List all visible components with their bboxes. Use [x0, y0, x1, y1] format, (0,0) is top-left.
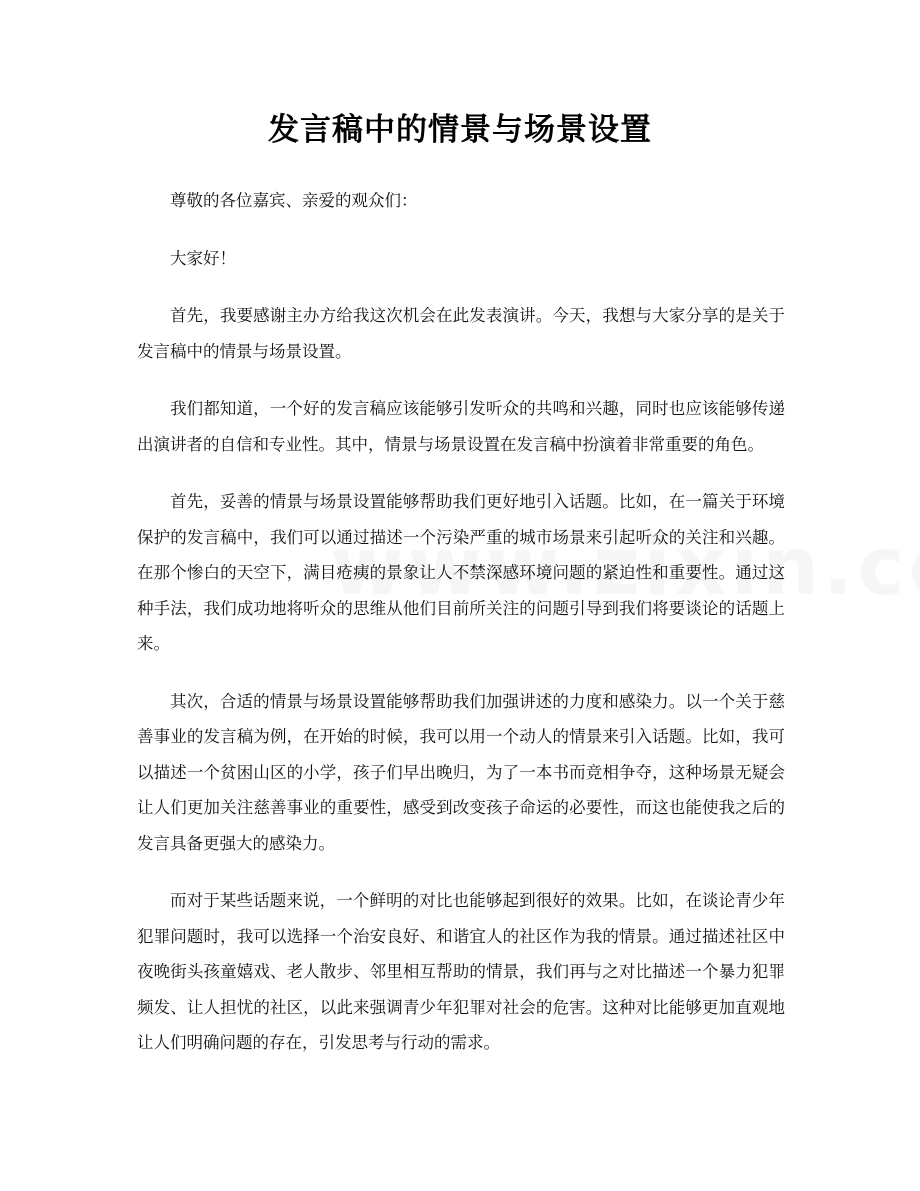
document-body — [137, 183, 785, 1083]
document-title: 发言稿中的情景与场景设置 — [268, 112, 652, 148]
paragraph-contrast: 而对于某些话题来说，一个鲜明的对比也能够起到很好的效果。比如，在谈论青少年犯罪问题时，我可以选择一个治安良好、和谐宜人的社区作为我的情景。通过描述社区中夜晚街头孩童嬉戏、老人散步、邻里相互帮助的情景，我们再与之对比描述一个暴力犯罪频发、让人担忧的社区，以此来强调青少年犯罪对社会的危害。这种对比能够更加直观地让人们明确问题的存在，引发思考与行动的需求。 — [137, 891, 785, 1052]
paragraph-greeting: 大家好！ — [170, 248, 236, 268]
paragraph-first-point: 首先，妥善的情景与场景设置能够帮助我们更好地引入话题。比如，在一篇关于环境保护的发言稿中，我们可以通过描述一个污染严重的城市场景来引起听众的关注和兴趣。在那个惨白的天空下，满目疮痍的景象让人不禁深感环境问题的紧迫性和重要性。通过这种手法，我们成功地将听众的思维从他们目前所关注的问题引导到我们将要谈论的话题上来。 — [137, 492, 785, 653]
paragraph-second-point: 其次，合适的情景与场景设置能够帮助我们加强讲述的力度和感染力。以一个关于慈善事业的发言稿为例，在开始的时候，我可以用一个动人的情景来引入话题。比如，我可以描述一个贫困山区的小学，孩子们早出晚归，为了一本书而竞相争夺，这种场景无疑会让人们更加关注慈善事业的重要性，感受到改变孩子命运的必要性，而这也能使我之后的发言具备更强大的感染力。 — [137, 691, 785, 853]
paragraph-intro: 首先，我要感谢主办方给我这次机会在此发表演讲。今天，我想与大家分享的是关于发言稿中的情景与场景设置。 — [137, 306, 785, 361]
paragraph-salutation: 尊敬的各位嘉宾、亲爱的观众们： — [170, 191, 418, 210]
paragraph-importance: 我们都知道，一个好的发言稿应该能够引发听众的共鸣和兴趣，同时也应该能够传递出演讲者的自信和专业性。其中，情景与场景设置在发言稿中扮演着非常重要的角色。 — [137, 399, 785, 454]
